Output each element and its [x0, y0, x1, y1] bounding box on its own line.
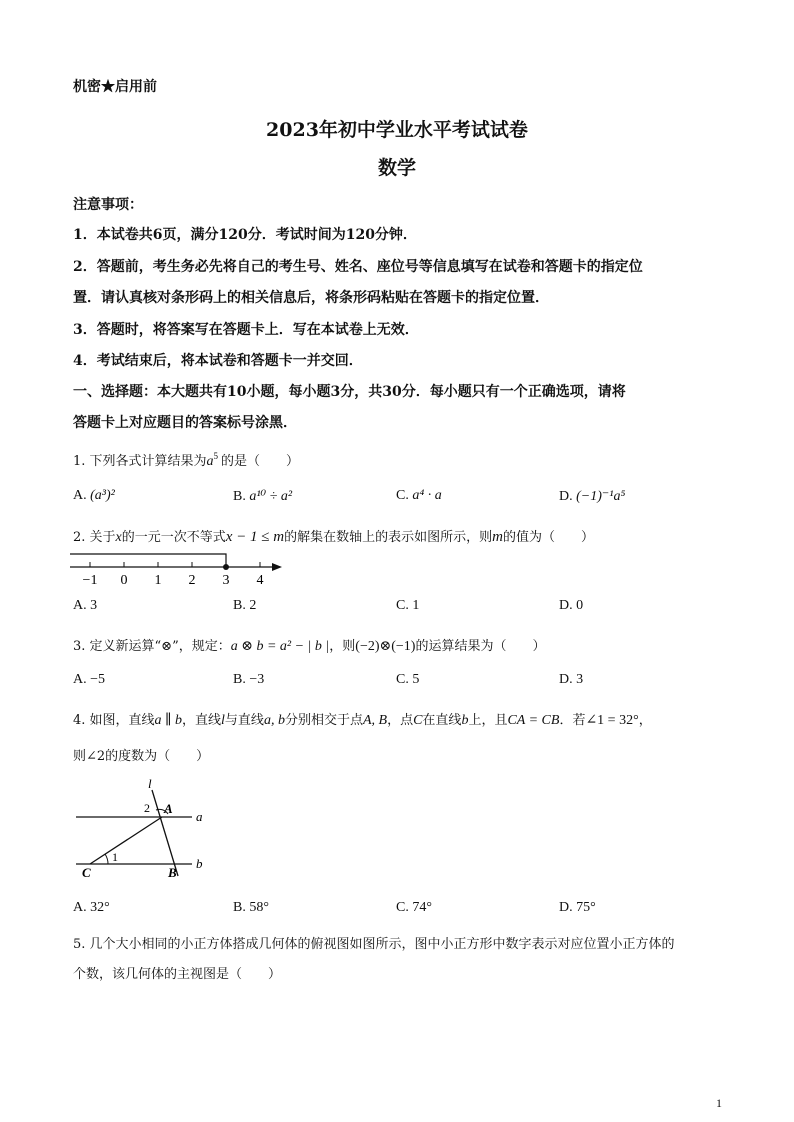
note-2-line-1: 2．答题前，考生务必先将自己的考生号、姓名、座位号等信息填写在试卷和答题卡的指定位: [73, 259, 643, 275]
page-number: 1: [716, 1096, 722, 1110]
tick-label: 3: [222, 573, 230, 588]
label-angle-1: 1: [112, 850, 118, 864]
notes-heading: 注意事项：: [73, 197, 143, 213]
q3-stem: 3. 定义新运算“⊗”，规定：a ⊗ b = a² − | b |，则(−2)⊗(−1)的运算结果为（ ）: [73, 639, 546, 654]
q5-stem-line-1: 5. 几个大小相同的小正方体搭成几何体的俯视图如图所示，图中小正方形中数字表示对应位置小正方体的: [73, 937, 675, 952]
note-2-line-2: 置．请认真核对条形码上的相关信息后，将条形码粘贴在答题卡的指定位置．: [73, 290, 549, 306]
label-point-a: A: [164, 801, 173, 816]
label-l: l: [148, 776, 152, 791]
q4-option-b: B. 58°: [233, 900, 269, 915]
q1-option-a: A. (a³)²: [73, 488, 115, 503]
note-4: 4．考试结束后，将本试卷和答题卡一并交回．: [73, 353, 363, 369]
q3-option-c: C. 5: [396, 672, 420, 687]
q2-option-b: B. 2: [233, 598, 257, 613]
q1-option-c: C. a⁴ · a: [396, 488, 442, 503]
q4-stem-line-2: 则∠2的度数为（ ）: [73, 749, 210, 764]
tick-label: 4: [256, 573, 264, 588]
section-1-line-1: 一、选择题：本大题共有10小题，每小题3分，共30分．每小题只有一个正确选项，请将: [73, 384, 626, 400]
q4-option-a: A. 32°: [73, 900, 110, 915]
label-point-b: B: [168, 865, 177, 880]
label-angle-2: 2: [144, 801, 150, 815]
q1-option-d: D. (−1)⁻¹a⁵: [559, 489, 626, 504]
q2-stem: 2. 关于x的一元一次不等式x − 1 ≤ m的解集在数轴上的表示如图所示，则m的值为（ ）: [73, 529, 595, 545]
solution-endpoint-dot: [223, 564, 229, 570]
q3-option-b: B. −3: [233, 672, 265, 687]
label-line-a: a: [196, 809, 203, 824]
tick-label: 2: [188, 573, 196, 588]
q2-option-d: D. 0: [559, 598, 584, 613]
subject-title: 数学: [377, 157, 416, 179]
q2-option-a: A. 3: [73, 598, 98, 613]
segment-ca: [90, 817, 162, 864]
confidential-label: 机密★启用前: [73, 79, 157, 95]
q3-option-a: A. −5: [73, 672, 106, 687]
section-1-line-2: 答题卡上对应题目的答案标号涂黑．: [73, 415, 297, 431]
tick-label: −1: [82, 573, 98, 588]
q4-stem-line-1: 4. 如图，直线a ∥ b，直线l与直线a, b分别相交于点A, B，点C在直线b上，且CA = CB．若∠1 = 32°，: [73, 713, 652, 728]
note-3: 3．答题时，将答案写在答题卡上．写在本试卷上无效．: [73, 322, 419, 338]
q2-number-line: [68, 550, 288, 588]
q1-stem: 1. 下列各式计算结果为$a^5$ 的是（ ）: [73, 451, 300, 469]
label-point-c: C: [82, 865, 91, 880]
q2-option-c: C. 1: [396, 598, 420, 613]
number-line-arrow: [272, 563, 282, 571]
exam-title: 2023年初中学业水平考试试卷: [266, 119, 528, 141]
q1-option-b: B. a¹⁰ ÷ a²: [233, 489, 293, 504]
solution-set-bracket: [70, 554, 226, 567]
tick-label: 0: [120, 573, 128, 588]
note-1: 1．本试卷共6页，满分120分．考试时间为120分钟．: [73, 227, 417, 243]
angle-1-arc: [105, 854, 108, 864]
q4-option-d: D. 75°: [559, 900, 596, 915]
q5-stem-line-2: 个数，该几何体的主视图是（ ）: [73, 967, 282, 982]
tick-label: 1: [154, 573, 162, 588]
q3-option-d: D. 3: [559, 672, 584, 687]
label-line-b: b: [196, 856, 203, 871]
q4-option-c: C. 74°: [396, 900, 432, 915]
q4-geometry-figure: [72, 776, 212, 882]
